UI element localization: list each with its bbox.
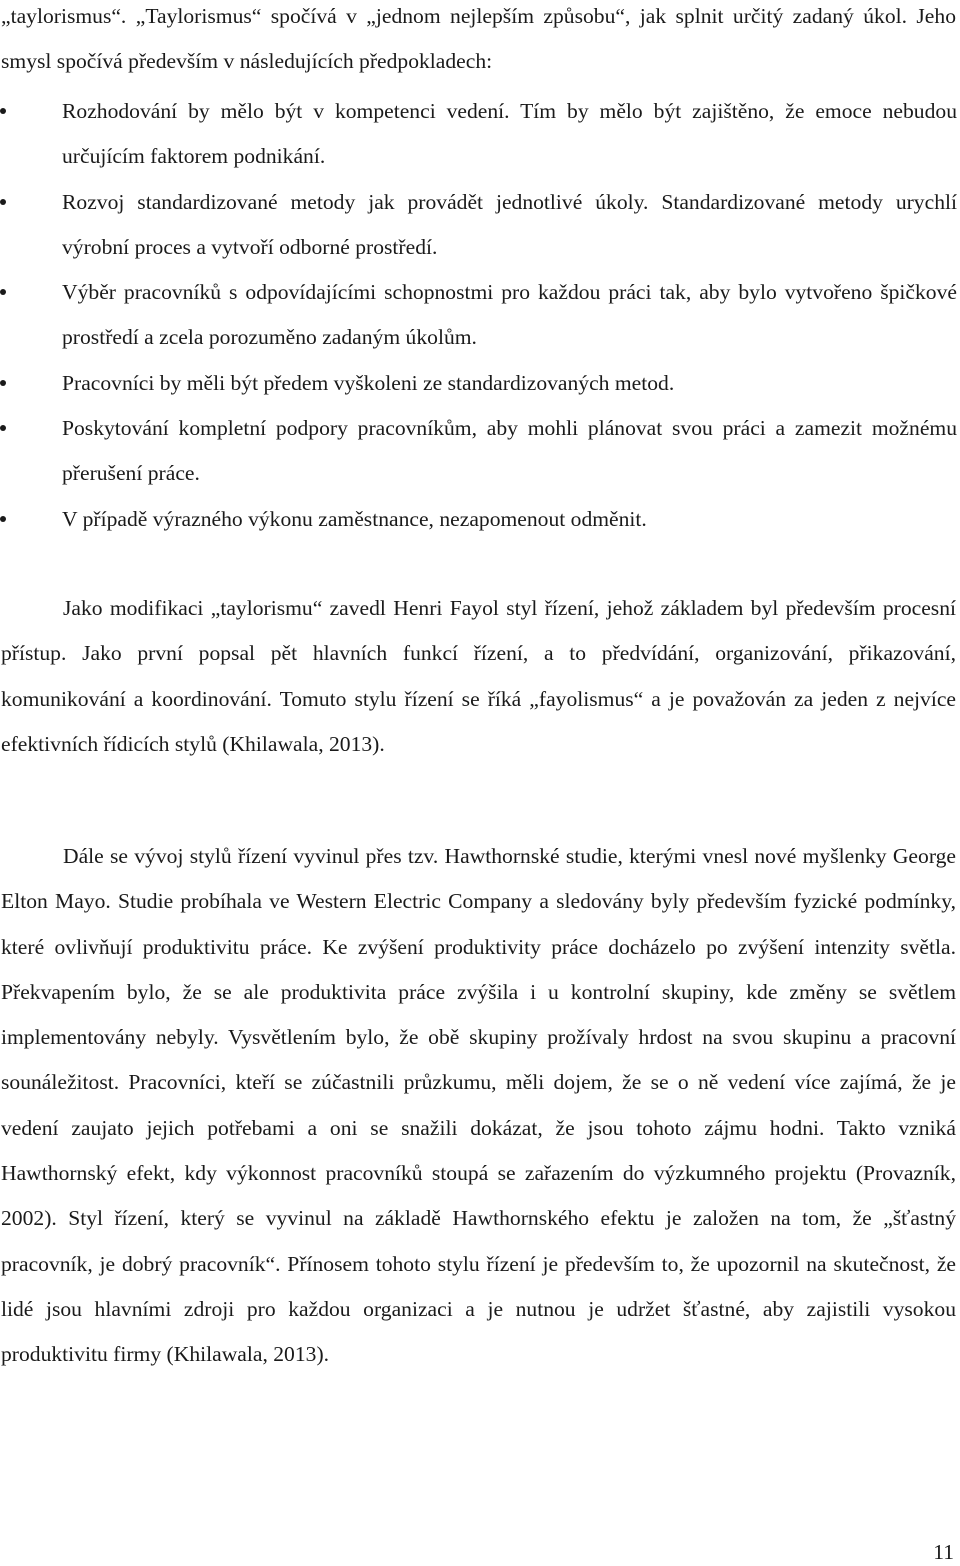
page-number: 11 [933, 1540, 954, 1564]
bullet-icon [0, 199, 6, 205]
bullet-icon [0, 380, 6, 386]
intro-paragraph: „taylorismus“. „Taylorismus“ spočívá v „jednom nejlepším způsobu“, jak splnit určitý zadaný úkol. Jeho smysl spočívá především v následujících předpokladech: [1, 4, 956, 74]
list-item: Rozvoj standardizované metody jak provádět jednotlivé úkoly. Standardizované metody urychlí výrobní proces a vytvoří odborné prostředí. [0, 180, 957, 271]
principles-list [0, 89, 957, 542]
list-item: Pracovníci by měli být předem vyškoleni ze standardizovaných metod. [0, 361, 957, 406]
fayol-paragraph: Jako modifikaci „taylorismu“ zavedl Henri Fayol styl řízení, jehož základem byl především procesní přístup. Jako první popsal pět hlavních funkcí řízení, a to předvídání, organizování, přikazování, komunikování a koordinování. Tomuto stylu řízení se říká „fayolismus“ a je považován za jeden z nejvíce efektivních řídicích stylů (Khilawala, 2013). [1, 596, 956, 756]
list-item: V případě výrazného výkonu zaměstnance, nezapomenout odměnit. [0, 497, 957, 542]
bullet-icon [0, 516, 6, 522]
list-item: Poskytování kompletní podpory pracovníkům, aby mohli plánovat svou práci a zamezit možnému přerušení práce. [0, 406, 957, 497]
list-item: Výběr pracovníků s odpovídajícími schopnostmi pro každou práci tak, aby bylo vytvořeno špičkové prostředí a zcela porozuměno zadaným úkolům. [0, 270, 957, 361]
list-item: Rozhodování by mělo být v kompetenci vedení. Tím by mělo být zajištěno, že emoce nebudou určujícím faktorem podnikání. [0, 89, 957, 180]
bullet-icon [0, 289, 6, 295]
hawthorne-paragraph: Dále se vývoj stylů řízení vyvinul přes tzv. Hawthornské studie, kterými vnesl nové myšlenky George Elton Mayo. Studie probíhala ve Western Electric Company a sledovány byly především fyzické podmínky, které ovlivňují produktivitu práce. Ke zvýšení produktivity práce docházelo po zvýšení intenzity světla. Překvapením bylo, že se ale produktivita práce zvýšila i u kontrolní skupiny, kde změny se světlem implementovány nebyly. Vysvětlením bylo, že obě skupiny prožívaly hrdost na svou skupinu a pracovní sounáležitost. Pracovníci, kteří se zúčastnili průzkumu, měli dojem, že se o ně vedení více zajímá, že je vedení zaujato jejich potřebami a oni se snažili dokázat, že jsou tohoto zájmu hodni. Takto vzniká Hawthornský efekt, kdy výkonnost pracovníků stoupá se zařazením do výzkumného projektu (Provazník, 2002). Styl řízení, který se vyvinul na základě Hawthornského efektu je založen na tom, že „šťastný pracovník, je dobrý pracovník“. Přínosem tohoto stylu řízení je především to, že upozornil na skutečnost, že lidé jsou hlavními zdroji pro každou organizaci a je nutnou je udržet šťastné, aby zajistili vysokou produktivitu firmy (Khilawala, 2013). [1, 844, 956, 1367]
bullet-icon [0, 425, 6, 431]
bullet-icon [0, 108, 6, 114]
